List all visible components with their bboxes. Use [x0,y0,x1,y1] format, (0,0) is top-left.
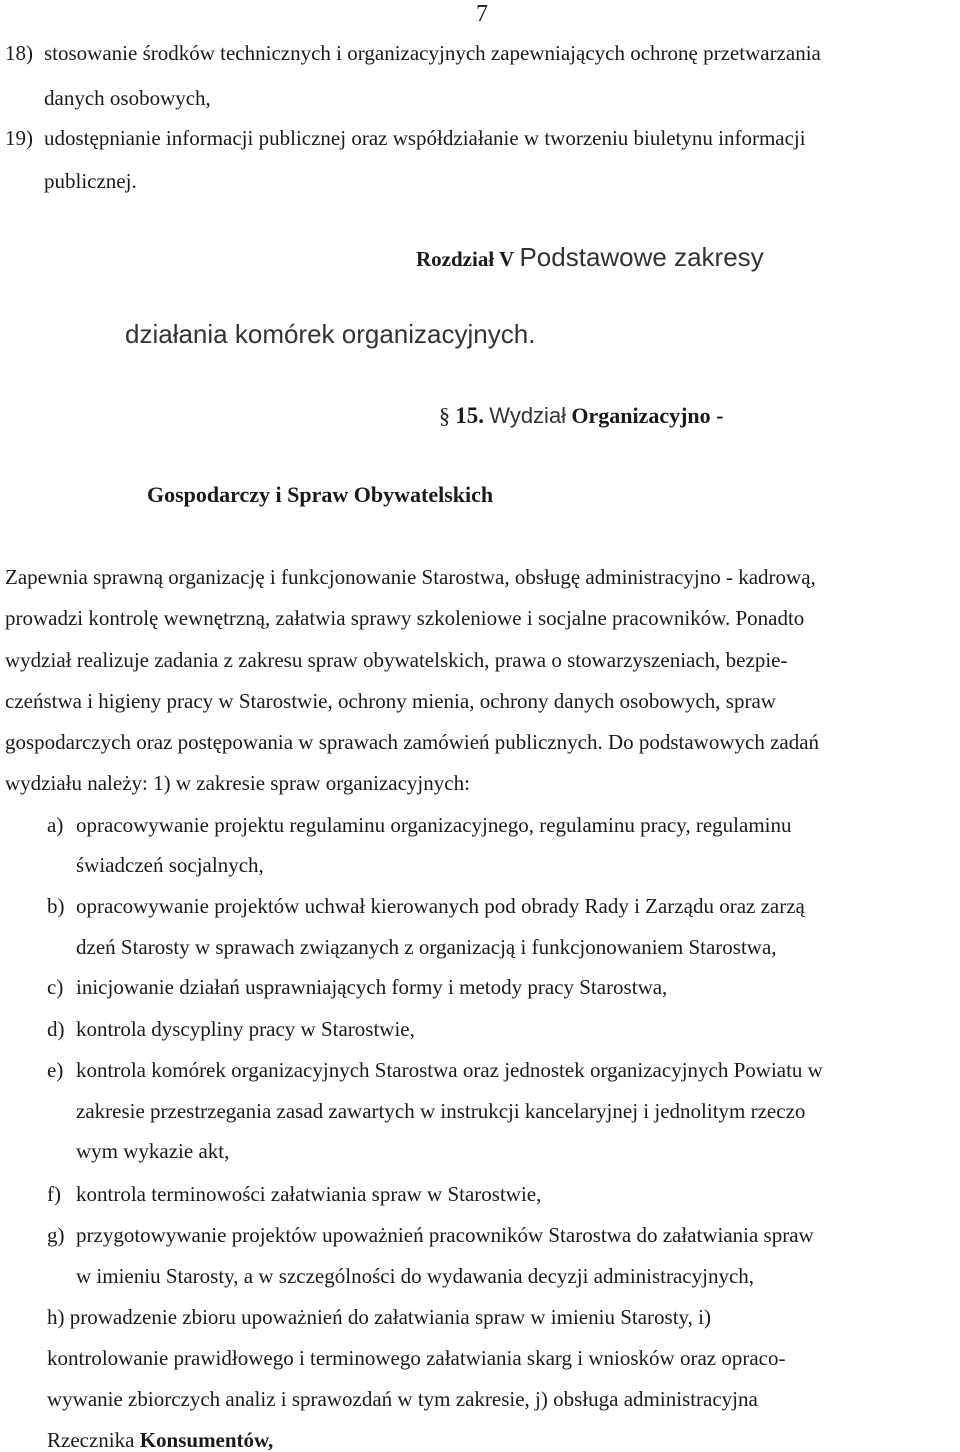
paragraph-line: gospodarczych oraz postępowania w sprawach zamówień publicznych. Do podstawowych zadań [5,730,820,754]
list-item-line: przygotowywanie projektów upoważnień pracowników Starostwa do załatwiania spraw [76,1223,814,1247]
item-number: 18) [5,41,33,65]
paragraph-line: wydział realizuje zadania z zakresu spraw obywatelskich, prawa o stowarzyszeniach, bezpie- [5,648,788,672]
section-name-line2: Gospodarczy i Spraw Obywatelskich [147,482,494,507]
list-letter: e) [47,1058,64,1082]
item-text-continuation: publicznej. [44,169,137,193]
list-item-line: kontrola terminowości załatwiania spraw w Starostwie, [76,1182,542,1206]
list-letter: c) [47,975,64,999]
item-number: 19) [5,126,33,150]
section-name-bold: Organizacyjno - [571,403,724,428]
section-sign: § [439,403,450,428]
paragraph-line: czeństwa i higieny pracy w Starostwie, ochrony mienia, ochrony danych osobowych, spraw [5,689,776,713]
list-item-line: kontrola komórek organizacyjnych Starostwa oraz jednostek organizacyjnych Powiatu w [76,1058,823,1082]
list-letter: a) [47,813,64,837]
list-item-line: zakresie przestrzegania zasad zawartych w instrukcji kancelaryjnej i jednolitym rzeczo [76,1099,806,1123]
section-heading [439,404,723,427]
tail-line: wywanie zbiorczych analiz i sprawozdań w tym zakresie, j) obsługa administracyjna [47,1387,758,1411]
item-text-continuation: danych osobowych, [44,86,211,110]
chapter-title: Podstawowe zakresy [519,242,764,272]
tail-line: h) prowadzenie zbioru upoważnień do załatwiania spraw w imieniu Starosty, i) [47,1305,712,1329]
chapter-title-line2: działania komórek organizacyjnych. [125,319,536,349]
last-line-bold: Konsumentów, [139,1428,274,1452]
section-number: 15. [455,403,484,428]
list-letter: d) [47,1017,65,1041]
list-letter: b) [47,894,65,918]
list-item-line: kontrola dyscypliny pracy w Starostwie, [76,1017,415,1041]
section-name: Wydział [489,403,567,428]
paragraph-line: prowadzi kontrolę wewnętrzną, załatwia sprawy szkoleniowe i socjalne pracowników. Ponadto [5,606,805,630]
paragraph-line: wydziału należy: 1) w zakresie spraw organizacyjnych: [5,771,470,795]
item-text: udostępnianie informacji publicznej oraz współdziałanie w tworzeniu biuletynu informacji [44,126,806,150]
page-number: 7 [476,1,488,27]
list-item-line: opracowywanie projektów uchwał kierowanych pod obrady Rady i Zarządu oraz zarzą [76,894,805,918]
last-line [47,1430,273,1451]
list-item-line: inicjowanie działań usprawniających formy i metody pracy Starostwa, [76,975,668,999]
item-text: stosowanie środków technicznych i organizacyjnych zapewniających ochronę przetwarzania [44,41,821,65]
last-line-prefix: Rzecznika [47,1428,140,1452]
list-item-line: świadczeń socjalnych, [76,853,264,877]
list-item-line: wym wykazie akt, [76,1139,230,1163]
paragraph-line: Zapewnia sprawną organizację i funkcjonowanie Starostwa, obsługę administracyjno - kadrową, [5,565,816,589]
list-item-line: w imieniu Starosty, a w szczególności do wydawania decyzji administracyjnych, [76,1264,755,1288]
chapter-label: Rozdział V [416,247,515,271]
list-item-line: opracowywanie projektu regulaminu organizacyjnego, regulaminu pracy, regulaminu [76,813,792,837]
chapter-heading [416,244,764,270]
list-letter: g) [47,1223,65,1247]
tail-line: kontrolowanie prawidłowego i terminowego załatwiania skarg i wniosków oraz opraco- [47,1346,786,1370]
list-item-line: dzeń Starosty w sprawach związanych z organizacją i funkcjonowaniem Starostwa, [76,935,777,959]
list-letter: f) [47,1182,61,1206]
